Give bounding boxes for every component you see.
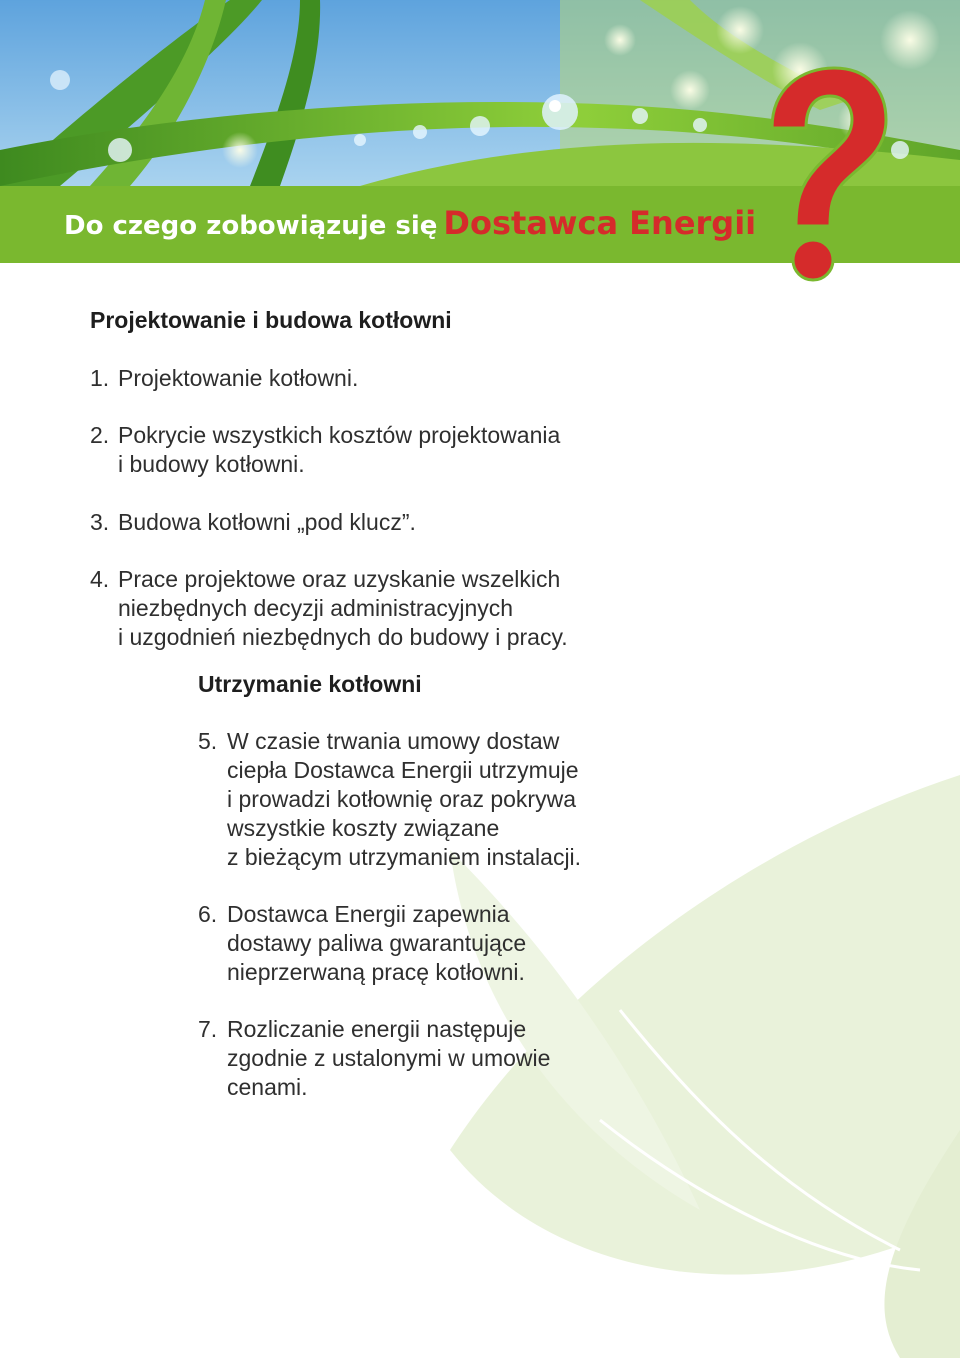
item-text: zgodnie z ustalonymi w umowie xyxy=(227,1045,551,1071)
item-text: Prace projektowe oraz uzyskanie wszelkich xyxy=(118,566,561,592)
list-item xyxy=(198,1015,551,1102)
item-text: Rozliczanie energii następuje xyxy=(227,1016,527,1042)
item-text: i budowy kotłowni. xyxy=(118,451,305,477)
item-text: i uzgodnień niezbędnych do budowy i pracy. xyxy=(118,624,568,650)
list-item xyxy=(90,565,568,652)
item-number: 4. xyxy=(90,566,110,592)
item-text: Budowa kotłowni „pod klucz”. xyxy=(118,509,416,535)
item-text: niezbędnych decyzji administracyjnych xyxy=(118,595,514,621)
item-text: cenami. xyxy=(227,1074,308,1100)
item-text: z bieżącym utrzymaniem instalacji. xyxy=(227,844,582,870)
item-number: 7. xyxy=(198,1016,218,1042)
item-text: ciepła Dostawca Energii utrzymuje xyxy=(227,757,579,783)
title-accent: Dostawca Energii xyxy=(443,204,757,242)
item-text: nieprzerwaną pracę kotłowni. xyxy=(227,959,525,985)
item-number: 5. xyxy=(198,728,218,754)
item-number: 2. xyxy=(90,422,110,448)
list-item xyxy=(90,364,359,393)
item-text: i prowadzi kotłownię oraz pokrywa xyxy=(227,786,576,812)
list-item xyxy=(90,421,561,479)
item-text: W czasie trwania umowy dostaw xyxy=(227,728,560,754)
item-text: Pokrycie wszystkich kosztów projektowania xyxy=(118,422,561,448)
item-number: 6. xyxy=(198,901,218,927)
item-text: Dostawca Energii zapewnia xyxy=(227,901,510,927)
title-lead: Do czego zobowiązuje się xyxy=(64,211,438,241)
item-text: dostawy paliwa gwarantujące xyxy=(227,930,527,956)
item-text: wszystkie koszty związane xyxy=(227,815,500,841)
section-heading-maintenance: Utrzymanie kotłowni xyxy=(198,671,422,697)
item-number: 3. xyxy=(90,509,110,535)
list-item xyxy=(90,508,416,537)
list-item xyxy=(198,900,527,987)
item-number: 1. xyxy=(90,365,110,391)
section-heading-design: Projektowanie i budowa kotłowni xyxy=(90,307,452,333)
list-item xyxy=(198,727,582,872)
item-text: Projektowanie kotłowni. xyxy=(118,365,359,391)
